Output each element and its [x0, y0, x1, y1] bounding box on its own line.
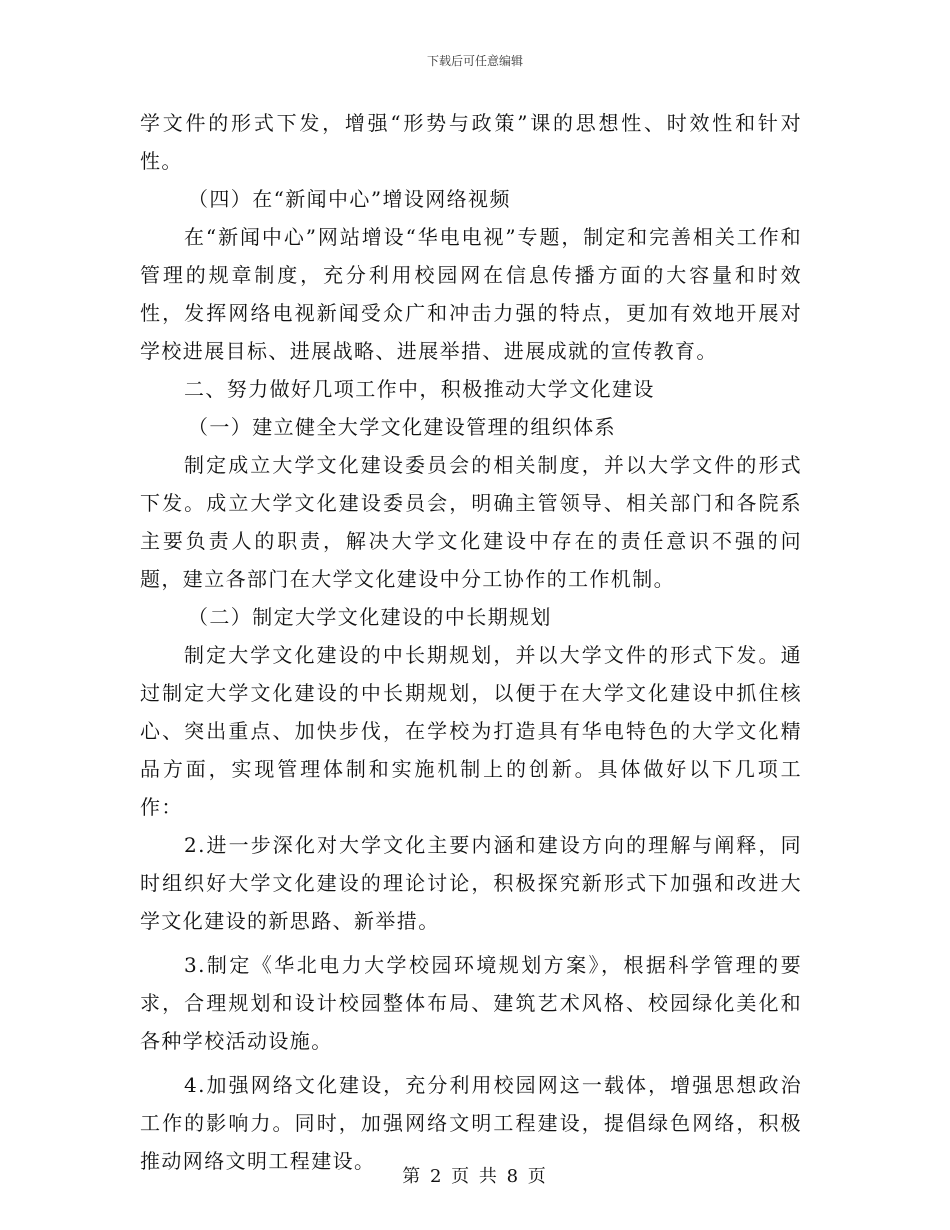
list-item-3: 3.制定《华北电力大学校园环境规划方案》，根据科学管理的要求，合理规划和设计校园整体布局、建筑艺术风格、校园绿化美化和各种学校活动设施。: [140, 953, 802, 1053]
subheading-four: （四）在“新闻中心”增设网络视频: [188, 187, 511, 211]
subheading-two: （二）制定大学文化建设的中长期规划: [188, 605, 552, 629]
list-item-2: 2.进一步深化对大学文化主要内涵和建设方向的理解与阐释，同时组织好大学文化建设的理论讨论，积极探究新形式下加强和改进大学文化建设的新思路、新举措。: [140, 833, 802, 933]
subheading-one: （一）建立健全大学文化建设管理的组织体系: [188, 415, 616, 439]
paragraph-continuation: 学文件的形式下发，增强“形势与政策”课的思想性、时效性和针对性。: [140, 111, 802, 173]
paragraph-long-term-plan: 制定大学文化建设的中长期规划，并以大学文件的形式下发。通过制定大学文化建设的中长期规划，以便于在大学文化建设中抓住核心、突出重点、加快步伐，在学校为打造具有华电特色的大学文化精品方面，实现管理体制和实施机制上的创新。具体做好以下几项工作：: [140, 643, 802, 819]
section-heading-two: 二、努力做好几项工作中，积极推动大学文化建设: [184, 377, 655, 401]
list-item-4: 4.加强网络文化建设，充分利用校园网这一载体，增强思想政治工作的影响力。同时，加强网络文明工程建设，提倡绿色网络，积极推动网络文明工程建设。: [140, 1073, 802, 1173]
document-body: [140, 104, 802, 1180]
paragraph-committee: 制定成立大学文化建设委员会的相关制度，并以大学文件的形式下发。成立大学文化建设委员会，明确主管领导、相关部门和各院系主要负责人的职责，解决大学文化建设中存在的责任意识不强的问题，建立各部门在大学文化建设中分工协作的工作机制。: [140, 453, 802, 591]
page-header-note: 下载后可任意编辑: [426, 54, 523, 68]
paragraph-news-center: 在“新闻中心”网站增设“华电电视”专题，制定和完善相关工作和管理的规章制度，充分利用校园网在信息传播方面的大容量和时效性，发挥网络电视新闻受众广和冲击力强的特点，更加有效地开展对学校进展目标、进展战略、进展举措、进展成就的宣传教育。: [140, 225, 802, 363]
page-number: 第 2 页 共 8 页: [402, 1166, 548, 1187]
